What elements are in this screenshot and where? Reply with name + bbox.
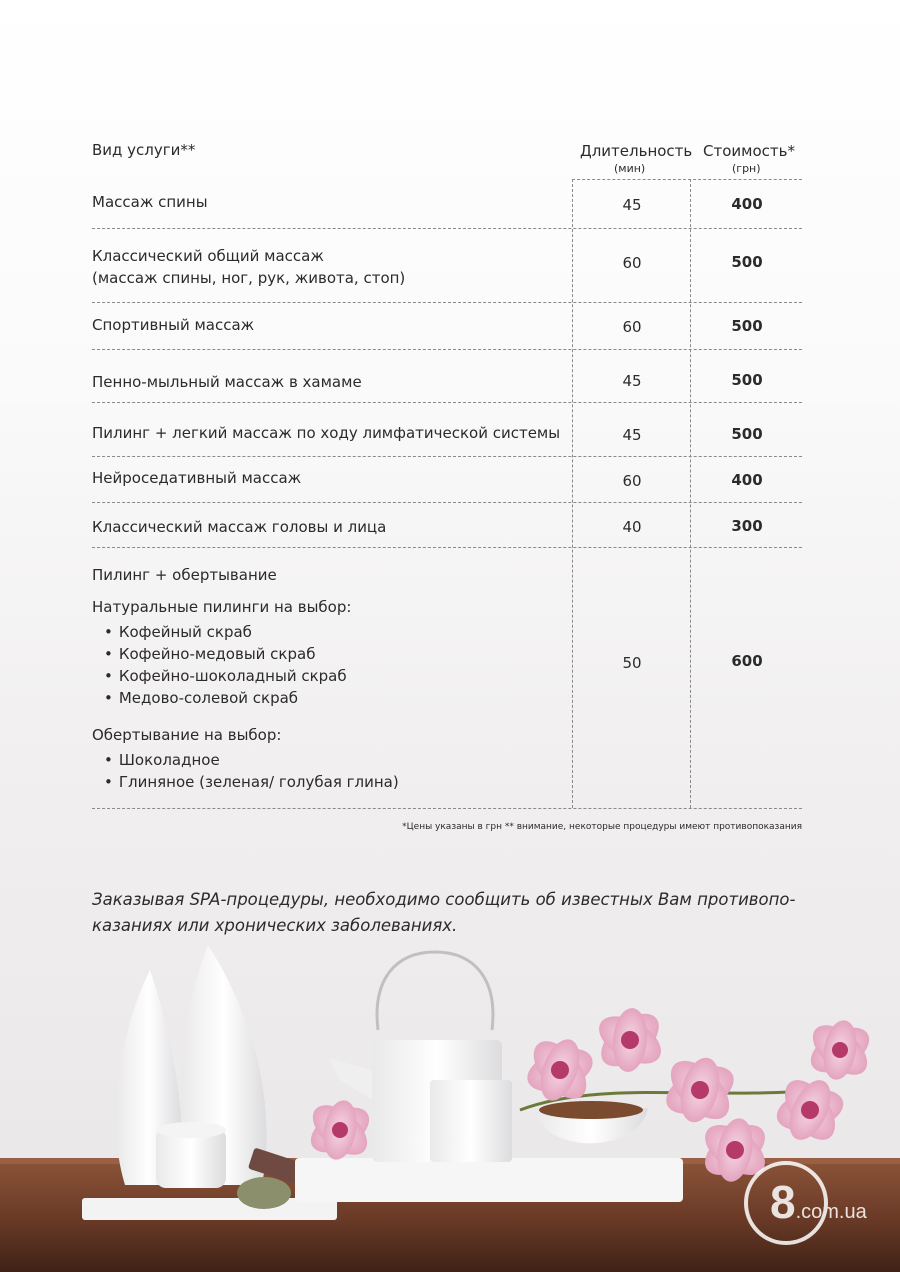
wrap-option: • Шоколадное [104, 749, 220, 771]
header-duration: Длительность [580, 142, 693, 160]
teapot-handle [377, 952, 493, 1030]
combo-duration: 50 [622, 654, 642, 672]
row-separator [92, 349, 802, 350]
column-divider-price [690, 179, 691, 808]
footer-line-1: Заказывая SPA-процедуры, необходимо сообщить об известных Вам противопо- [92, 890, 796, 909]
service-price: 500 [731, 253, 763, 271]
service-name-detail: (массаж спины, ног, рук, живота, стоп) [92, 269, 406, 287]
service-name: Классический массаж головы и лица [92, 518, 387, 536]
row-separator [92, 808, 802, 809]
service-price: 400 [731, 471, 763, 489]
header-price-unit: (грн) [732, 162, 761, 175]
row-separator [92, 302, 802, 303]
row-separator [92, 402, 802, 403]
combo-title: Пилинг + обертывание [92, 566, 277, 584]
peel-option: • Кофейно-медовый скраб [104, 643, 315, 665]
peel-option: • Кофейно-шоколадный скраб [104, 665, 347, 687]
service-name: Спортивный массаж [92, 316, 255, 334]
service-name: Нейроседативный массаж [92, 469, 302, 487]
service-duration: 60 [622, 472, 642, 490]
service-duration: 45 [622, 196, 642, 214]
serving-tray [295, 1158, 683, 1202]
header-separator [572, 179, 802, 180]
row-separator [92, 547, 802, 548]
service-price: 300 [731, 517, 763, 535]
header-duration-unit: (мин) [614, 162, 646, 175]
combo-price: 600 [731, 652, 763, 670]
service-price: 500 [731, 317, 763, 335]
service-name: Классический общий массаж [92, 247, 324, 265]
wrap-title: Обертывание на выбор: [92, 726, 282, 744]
service-duration: 60 [622, 318, 642, 336]
watermark-text: 8.com.ua [770, 1176, 867, 1228]
row-separator [92, 228, 802, 229]
peel-option: • Кофейный скраб [104, 621, 252, 643]
column-divider-duration [572, 179, 573, 808]
service-duration: 45 [622, 372, 642, 390]
price-note: *Цены указаны в грн ** внимание, некоторые процедуры имеют противопоказания [402, 822, 802, 832]
service-name: Массаж спины [92, 193, 208, 211]
service-price: 500 [731, 425, 763, 443]
footer-line-2: казаниях или хронических заболеваниях. [92, 916, 458, 935]
service-duration: 60 [622, 254, 642, 272]
spa-still-life-image [0, 940, 900, 1272]
row-separator [92, 502, 802, 503]
header-service: Вид услуги** [92, 141, 196, 159]
peel-option: • Медово-солевой скраб [104, 687, 298, 709]
service-price: 500 [731, 371, 763, 389]
peel-title: Натуральные пилинги на выбор: [92, 598, 352, 616]
service-duration: 45 [622, 426, 642, 444]
service-name: Пенно-мыльный массаж в хамаме [92, 373, 362, 391]
header-price: Стоимость* [703, 142, 795, 160]
wrap-option: • Глиняное (зеленая/ голубая глина) [104, 771, 399, 793]
row-separator [92, 456, 802, 457]
service-price: 400 [731, 195, 763, 213]
teacup [430, 1080, 512, 1162]
service-name: Пилинг + легкий массаж по ходу лимфатической системы [92, 424, 561, 442]
herbal-pouch [237, 1177, 291, 1209]
service-duration: 40 [622, 518, 642, 536]
